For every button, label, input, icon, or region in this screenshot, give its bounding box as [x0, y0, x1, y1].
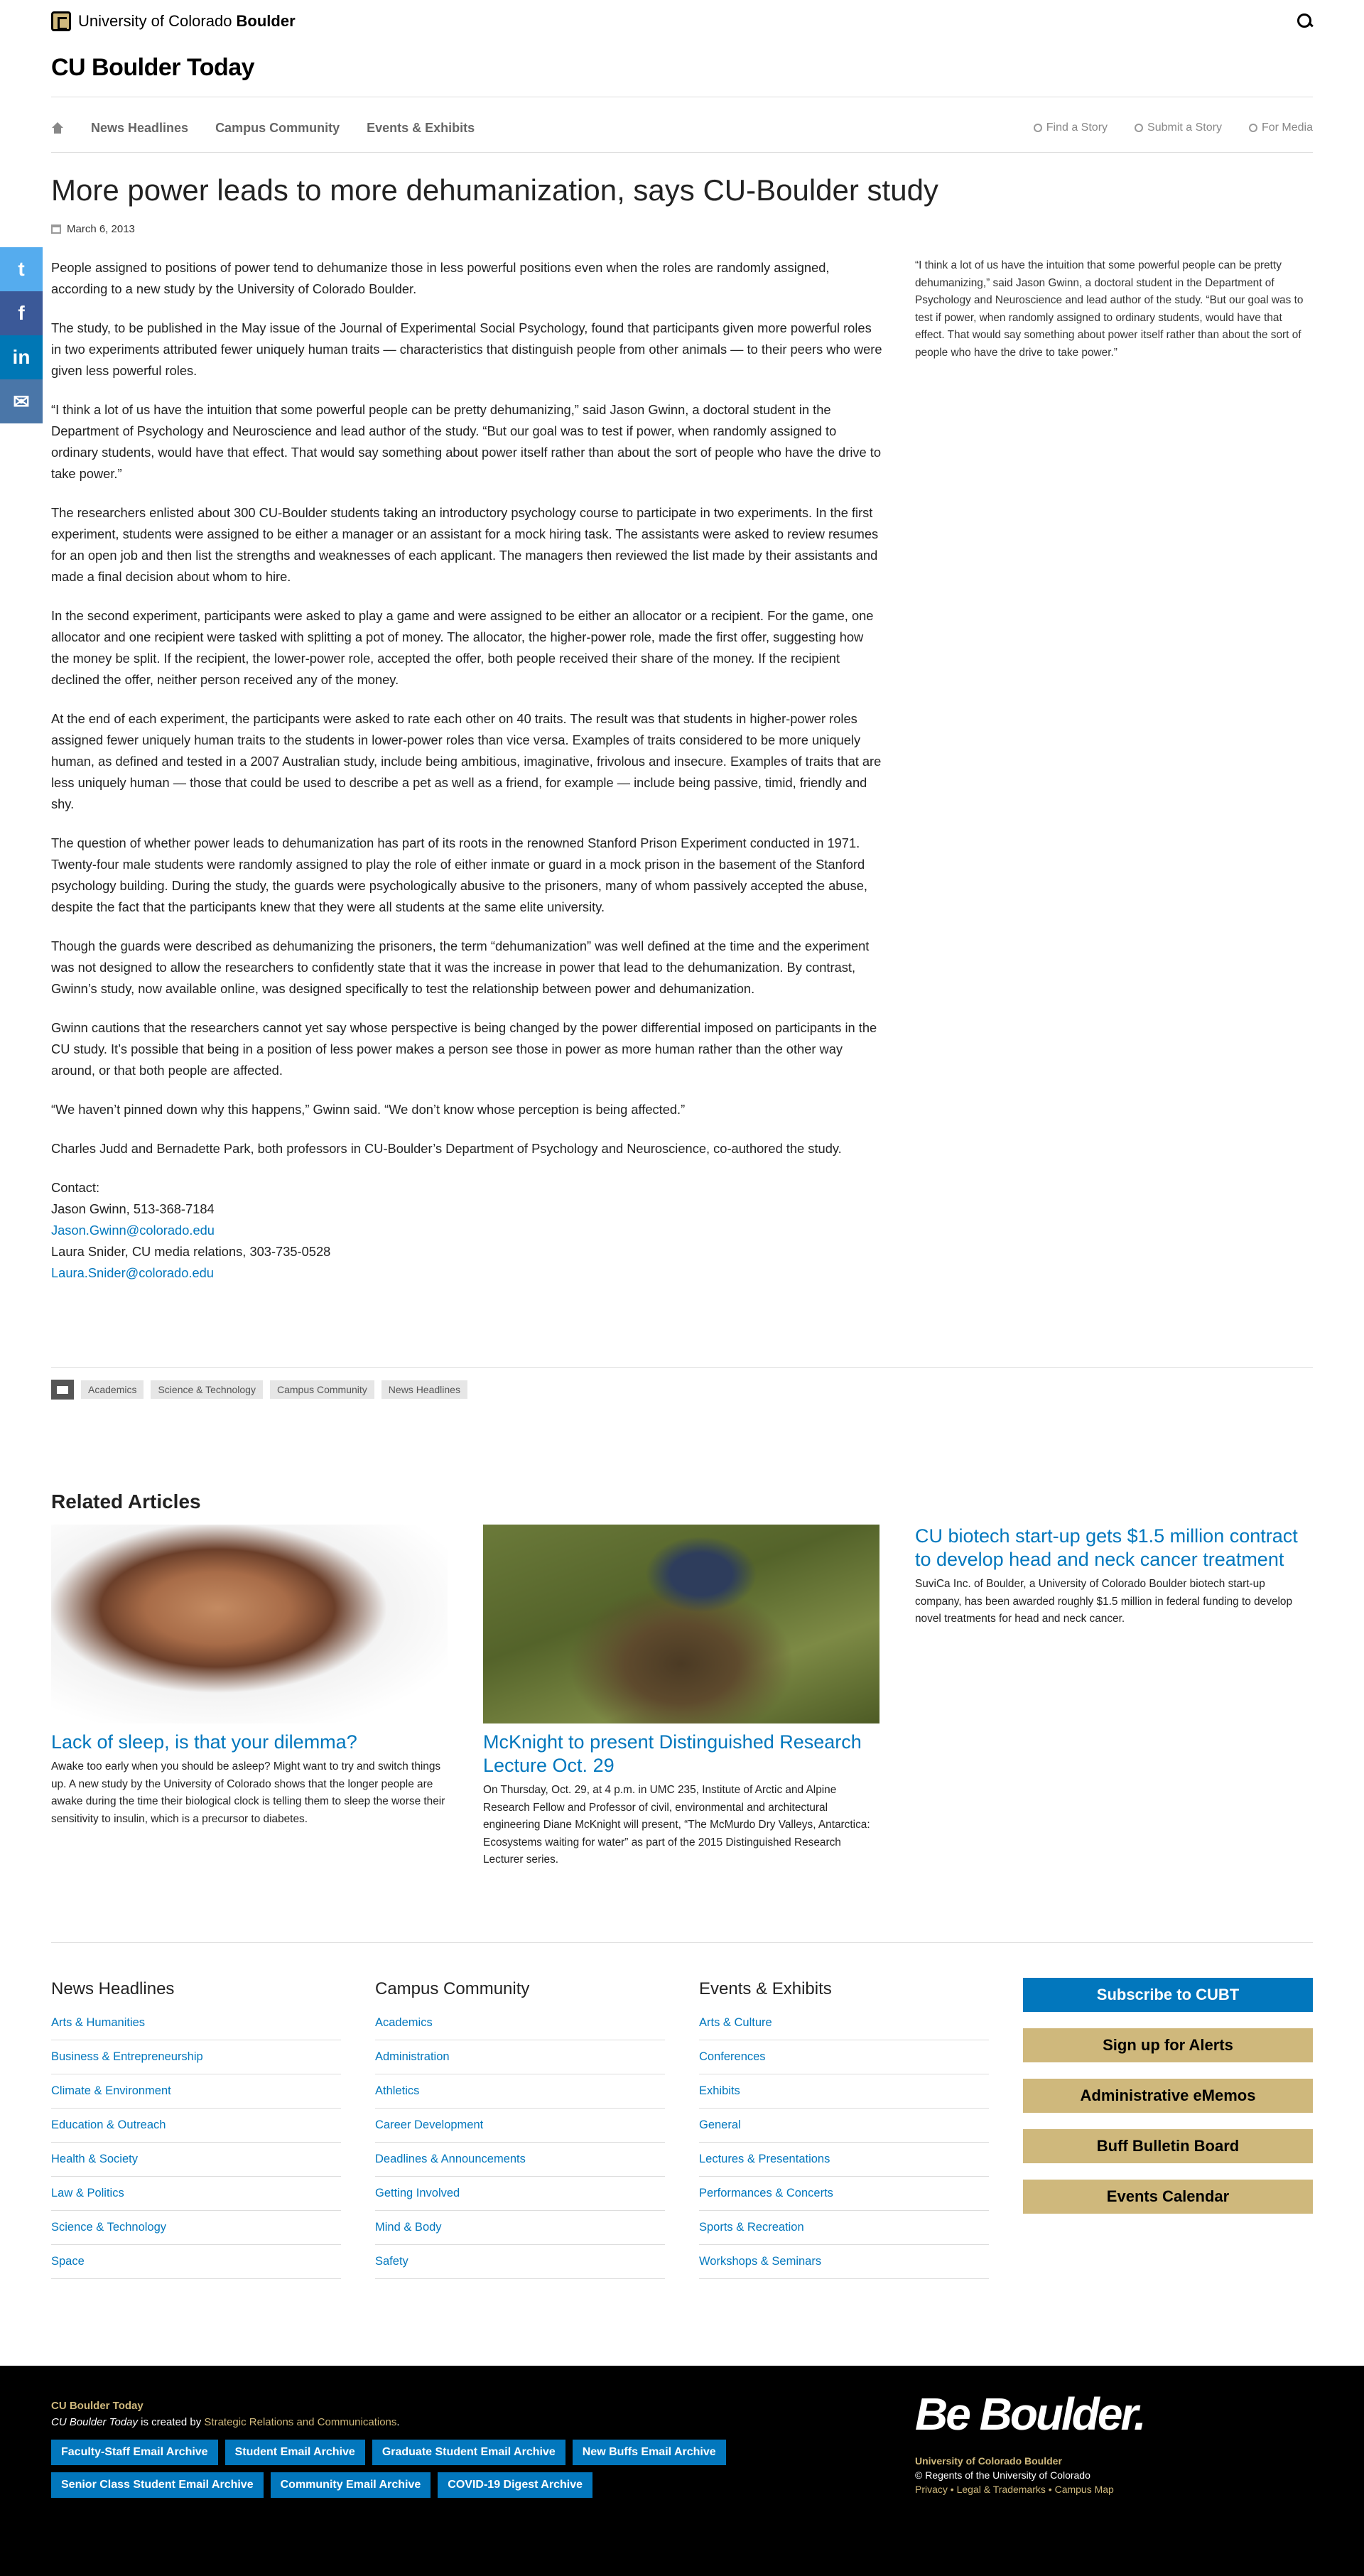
- privacy-link[interactable]: Privacy: [915, 2484, 948, 2495]
- footer-credit: CU Boulder Today is created by Strategic Relations and Communications.: [51, 2416, 400, 2428]
- alerts-button[interactable]: Sign up for Alerts: [1023, 2028, 1313, 2062]
- footer-column-title: News Headlines: [51, 1979, 175, 1998]
- footer-link[interactable]: Sports & Recreation: [699, 2211, 989, 2245]
- archive-button[interactable]: Student Email Archive: [225, 2440, 365, 2465]
- paragraph: Though the guards were described as dehumanizing the prisoners, the term “dehumanization” was well defined at the time and the experiment was not designed to allow the researchers to confidently state that it was the increase in power that lead to the dehumanization. By contrast, Gwinn’s study, now available online, was designed specifically to test the relationship between power and dehumanization.: [51, 938, 870, 996]
- top-bar: [51, 0, 1313, 43]
- footer-link[interactable]: Conferences: [699, 2040, 989, 2074]
- bulletin-board-button[interactable]: Buff Bulletin Board: [1023, 2129, 1313, 2163]
- related-summary: On Thursday, Oct. 29, at 4 p.m. in UMC 235, Institute of Arctic and Alpine Research Fellow and Professor of civil, environmental and architectural engineering Diane McKnight will present, “The McMurdo Dry Valleys, Antarctica: Ecosystems waiting for water” as part of the 2015 Distinguished Research Lecturer series.: [483, 1784, 870, 1866]
- paragraph: “We haven’t pinned down why this happens,” Gwinn said. “We don’t know whose perception is being affected.”: [51, 1102, 686, 1117]
- footer-link[interactable]: Performances & Concerts: [699, 2177, 989, 2211]
- info-icon: [1249, 124, 1257, 132]
- paragraph: Charles Judd and Bernadette Park, both professors in CU-Boulder’s Department of Psychology and Neuroscience, co-authored the study.: [51, 1141, 842, 1156]
- site-footer: [0, 2366, 1364, 2576]
- related-card: [483, 1525, 879, 1869]
- paragraph: The researchers enlisted about 300 CU-Boulder students taking an introductory psychology course to participate in two experiments. In the first experiment, students were assigned to be either a manager or an assistant for a mock hiring task. The assistants were asked to review resumes for an open job and then list the strengths and weaknesses of each applicant. The managers then reviewed the list made by their assistants and made a final decision about whom to hire.: [51, 505, 879, 584]
- email-share-icon[interactable]: ✉: [0, 379, 43, 423]
- find-story-link[interactable]: Find a Story: [1034, 121, 1108, 134]
- contact-label: Contact:: [51, 1180, 100, 1195]
- lightbulb-icon: [1135, 124, 1143, 132]
- site-title[interactable]: CU Boulder Today: [51, 54, 255, 81]
- footer-column-title: Campus Community: [375, 1979, 530, 1998]
- tag-link[interactable]: Academics: [81, 1380, 144, 1399]
- related-summary: Awake too early when you should be asleep? Might want to try and switch things up. A new study by the University of Colorado shows that the longer people are awake during the time their biological clock is telling them to sleep the worse their sensitivity to insulin, which is a precursor to diabetes.: [51, 1760, 445, 1825]
- main-nav: [51, 114, 1313, 142]
- facebook-share-icon[interactable]: f: [0, 291, 43, 335]
- footer-copyright: © Regents of the University of Colorado: [915, 2469, 1090, 2481]
- tag-link[interactable]: Science & Technology: [151, 1380, 263, 1399]
- university-logo[interactable]: [51, 11, 296, 31]
- home-icon[interactable]: [51, 122, 64, 134]
- article-date: March 6, 2013: [51, 223, 1313, 235]
- nav-events-exhibits[interactable]: Events & Exhibits: [367, 120, 475, 135]
- contact-line: Jason Gwinn, 513-368-7184: [51, 1201, 215, 1216]
- paragraph: In the second experiment, participants were asked to play a game and were assigned to be either an allocator or a recipient. For the game, one allocator and one recipient were tasked with splitting a pot of money. The allocator, the higher-power role, made the first offer, suggesting how the money be split. If the recipient, the lower-power role, accepted the offer, both people received their share of the money. If the recipient declined the offer, neither person received any of the money.: [51, 608, 874, 687]
- footer-link[interactable]: Arts & Humanities: [51, 2006, 341, 2040]
- contact-block: [51, 1177, 884, 1284]
- tag-link[interactable]: Campus Community: [270, 1380, 374, 1399]
- logo-text: University of Colorado Boulder: [78, 12, 296, 30]
- related-card: [915, 1525, 1311, 1628]
- footer-column-news: [51, 1979, 341, 2279]
- related-image[interactable]: [483, 1525, 879, 1723]
- footer-link[interactable]: Mind & Body: [375, 2211, 665, 2245]
- folder-icon: [51, 1380, 74, 1400]
- ememos-button[interactable]: Administrative eMemos: [1023, 2079, 1313, 2113]
- article-body: [51, 257, 884, 1284]
- submit-story-link[interactable]: Submit a Story: [1135, 121, 1222, 134]
- campus-map-link[interactable]: Campus Map: [1054, 2484, 1114, 2495]
- contact-email-link[interactable]: Jason.Gwinn@colorado.edu: [51, 1223, 215, 1238]
- footer-link[interactable]: Workshops & Seminars: [699, 2245, 989, 2279]
- footer-legal-links: Privacy • Legal & Trademarks • Campus Map: [915, 2484, 1114, 2495]
- footer-link[interactable]: Deadlines & Announcements: [375, 2143, 665, 2177]
- archive-button[interactable]: Community Email Archive: [271, 2472, 431, 2498]
- linkedin-share-icon[interactable]: in: [0, 335, 43, 379]
- events-calendar-button[interactable]: Events Calendar: [1023, 2180, 1313, 2214]
- archive-button[interactable]: Graduate Student Email Archive: [372, 2440, 565, 2465]
- contact-email-link[interactable]: Laura.Snider@colorado.edu: [51, 1265, 214, 1280]
- divider: [51, 1942, 1313, 1943]
- footer-link[interactable]: General: [699, 2109, 989, 2143]
- share-bar: [0, 247, 43, 423]
- archive-button[interactable]: COVID-19 Digest Archive: [438, 2472, 592, 2498]
- footer-link[interactable]: Science & Technology: [51, 2211, 341, 2245]
- footer-link[interactable]: Arts & Culture: [699, 2006, 989, 2040]
- footer-link[interactable]: Academics: [375, 2006, 665, 2040]
- related-card: [51, 1525, 448, 1828]
- tag-list: [51, 1380, 467, 1400]
- footer-link[interactable]: Getting Involved: [375, 2177, 665, 2211]
- related-image[interactable]: [51, 1525, 448, 1723]
- related-title-link[interactable]: McKnight to present Distinguished Research Lecture Oct. 29: [483, 1731, 862, 1776]
- paragraph: The study, to be published in the May issue of the Journal of Experimental Social Psychology, found that participants given more powerful roles in two experiments attributed fewer uniquely human traits — characteristics that distinguish people from other animals — to their peers who were given less powerful roles.: [51, 320, 882, 378]
- footer-university: University of Colorado Boulder: [915, 2455, 1062, 2467]
- cu-logo-icon: [51, 11, 71, 31]
- footer-link[interactable]: Safety: [375, 2245, 665, 2279]
- calendar-icon: [51, 224, 61, 234]
- for-media-link[interactable]: For Media: [1249, 121, 1313, 134]
- nav-news-headlines[interactable]: News Headlines: [91, 120, 189, 135]
- footer-kicker: CU Boulder Today: [51, 2400, 144, 2412]
- paragraph: “I think a lot of us have the intuition that some powerful people can be pretty dehumanizing,” said Jason Gwinn, a doctoral student in the Department of Psychology and Neuroscience and lead author of the study. “But our goal was to test if power, when randomly assigned to ordinary students, would have that effect. That would say something about power itself rather than about the sort of people who have the drive to take power.”: [51, 402, 882, 481]
- be-boulder-logo[interactable]: Be Boulder.: [915, 2388, 1144, 2440]
- footer-link[interactable]: Lectures & Presentations: [699, 2143, 989, 2177]
- footer-link[interactable]: Business & Entrepreneurship: [51, 2040, 341, 2074]
- article-title: More power leads to more dehumanization, says CU-Boulder study: [51, 173, 938, 207]
- archive-button[interactable]: Faculty-Staff Email Archive: [51, 2440, 218, 2465]
- paragraph: At the end of each experiment, the participants were asked to rate each other on 40 traits. The result was that students in higher-power roles assigned fewer uniquely human traits to the students in lower-power roles than vice versa. Examples of traits considered to be more uniquely human, as defined and tested in a 2007 Australian study, include being ambitious, imaginative, frivolous and insecure. Examples of traits that are less uniquely human — those that could be used to describe a pet as well as a friend, for example — include being passive, timid, friendly and shy.: [51, 711, 882, 811]
- twitter-share-icon[interactable]: t: [0, 247, 43, 291]
- footer-link[interactable]: Law & Politics: [51, 2177, 341, 2211]
- legal-link[interactable]: Legal & Trademarks: [956, 2484, 1046, 2495]
- related-summary: SuviCa Inc. of Boulder, a University of Colorado Boulder biotech start-up company, has been awarded roughly $1.5 million in federal funding to develop novel treatments for head and neck cancer.: [915, 1578, 1293, 1625]
- contact-line: Laura Snider, CU media relations, 303-735-0528: [51, 1244, 331, 1259]
- footer-link[interactable]: Athletics: [375, 2074, 665, 2109]
- footer-link[interactable]: Health & Society: [51, 2143, 341, 2177]
- related-title-link[interactable]: Lack of sleep, is that your dilemma?: [51, 1731, 357, 1753]
- related-title-link[interactable]: CU biotech start-up gets $1.5 million contract to develop head and neck cancer treatment: [915, 1525, 1298, 1570]
- footer-column-events: [699, 1979, 989, 2279]
- footer-column-campus: [375, 1979, 665, 2279]
- tag-link[interactable]: News Headlines: [381, 1380, 467, 1399]
- search-icon[interactable]: [1297, 13, 1313, 29]
- strategic-relations-link[interactable]: Strategic Relations and Communications: [204, 2416, 397, 2428]
- pull-quote: “I think a lot of us have the intuition that some powerful people can be pretty dehumanizing,” said Jason Gwinn, a doctoral student in the Department of Psychology and Neuroscience and lead author of the study. “But our goal was to test if power, when randomly assigned to ordinary students, would have that effect. That would say something about power itself rather than about the sort of people who have the drive to take power.”: [915, 259, 1304, 359]
- paragraph: The question of whether power leads to dehumanization has part of its roots in the renowned Stanford Prison Experiment conducted in 1971. Twenty-four male students were randomly assigned to play the role of either inmate or guard in a mock prison in the basement of the Stanford psychology building. During the study, the guards were psychologically abusive to the prisoners, many of whom passively accepted the abuse, despite the fact that the participants knew that they were all students at the same elite university.: [51, 835, 867, 914]
- paragraph: Gwinn cautions that the researchers cannot yet say whose perspective is being changed by the power differential imposed on participants in the CU study. It’s possible that being in a position of less power makes a person see those in power as more human rather than the other way around, or that both people are affected.: [51, 1020, 877, 1078]
- email-archive-buttons: [51, 2440, 762, 2498]
- footer-button-stack: [1023, 1978, 1313, 2230]
- related-heading: Related Articles: [51, 1490, 201, 1512]
- footer-link[interactable]: Career Development: [375, 2109, 665, 2143]
- footer-link[interactable]: Administration: [375, 2040, 665, 2074]
- nav-campus-community[interactable]: Campus Community: [215, 120, 340, 135]
- subscribe-button[interactable]: Subscribe to CUBT: [1023, 1978, 1313, 2012]
- divider: [51, 152, 1313, 153]
- footer-column-title: Events & Exhibits: [699, 1979, 832, 1998]
- footer-link[interactable]: Climate & Environment: [51, 2074, 341, 2109]
- search-icon: [1034, 124, 1042, 132]
- footer-link[interactable]: Space: [51, 2245, 341, 2279]
- footer-link[interactable]: Education & Outreach: [51, 2109, 341, 2143]
- divider: [51, 1367, 1313, 1368]
- paragraph: People assigned to positions of power tend to dehumanize those in less powerful positions even when the roles are randomly assigned, according to a new study by the University of Colorado Boulder.: [51, 260, 830, 296]
- footer-link[interactable]: Exhibits: [699, 2074, 989, 2109]
- archive-button[interactable]: Senior Class Student Email Archive: [51, 2472, 264, 2498]
- archive-button[interactable]: New Buffs Email Archive: [573, 2440, 726, 2465]
